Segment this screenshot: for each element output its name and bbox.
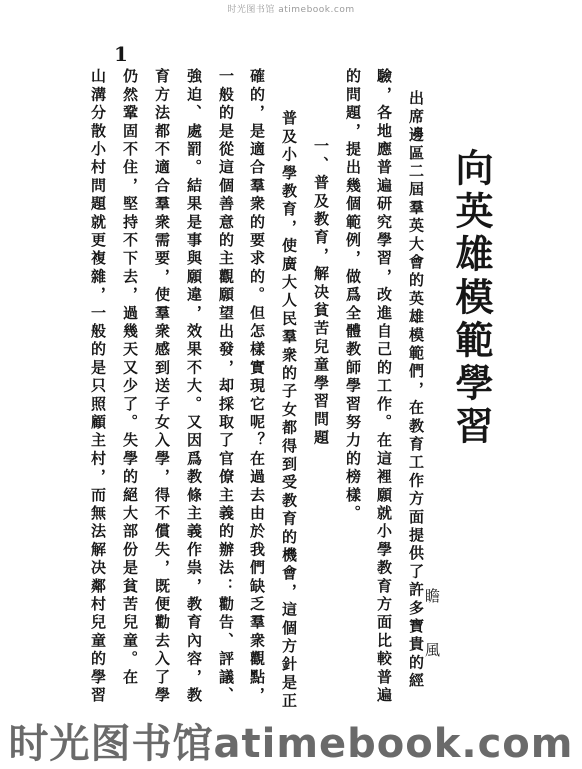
text-column: 育方法都不適合羣衆需要，使羣衆感到送子女入學，得不償失，既便勸去入了學 [153, 68, 171, 705]
text-column: 強迫、處罰。結果是事與願違，效果不大。又因爲教條主義作祟，教育內容，教 [185, 68, 203, 705]
text-column: 驗，各地應普遍研究學習，改進自己的工作。在這裡願就小學教育方面比較普遍 [375, 68, 393, 705]
text-column: 的問題，提出幾個範例，做爲全體教師學習努力的榜樣。 [344, 68, 362, 523]
site-header: 时光图书馆 atimebook.com [227, 5, 355, 15]
section-heading: 一、普及教育，解决貧苦兒童學習問題 [312, 138, 330, 448]
text-column: 一般的是從這個善意的主觀願望出發，却採取了官僚主義的辦法：勸告、評議、 [217, 68, 235, 705]
text-column: 仍然鞏固不住，堅持不下去，過幾天又少了。失學的絕大部份是貧苦兒童。在 [121, 68, 139, 687]
text-column: 山溝分散小村問題就更複雜，一般的是只照顧主村，而無法解决鄰村兒童的學習 [89, 68, 107, 705]
text-column: 確的，是適合羣衆的要求的。但怎樣實現它呢？在過去由於我們缺乏羣衆觀點， [248, 68, 266, 705]
text-column: 出席邊區二屆羣英大會的英雄模範們，在教育工作方面提供了許多寶貴的經 [407, 90, 425, 691]
page-number: 1 [114, 42, 128, 66]
article-title: 向英雄模範學習 [449, 148, 494, 449]
text-column: 普及小學教育，使廣大人民羣衆的子女都得到受教育的機會，這個方針是正 [280, 110, 298, 711]
author-name: 瞻 風 [423, 588, 441, 669]
watermark: 时光图书馆atimebook.com [8, 721, 574, 767]
